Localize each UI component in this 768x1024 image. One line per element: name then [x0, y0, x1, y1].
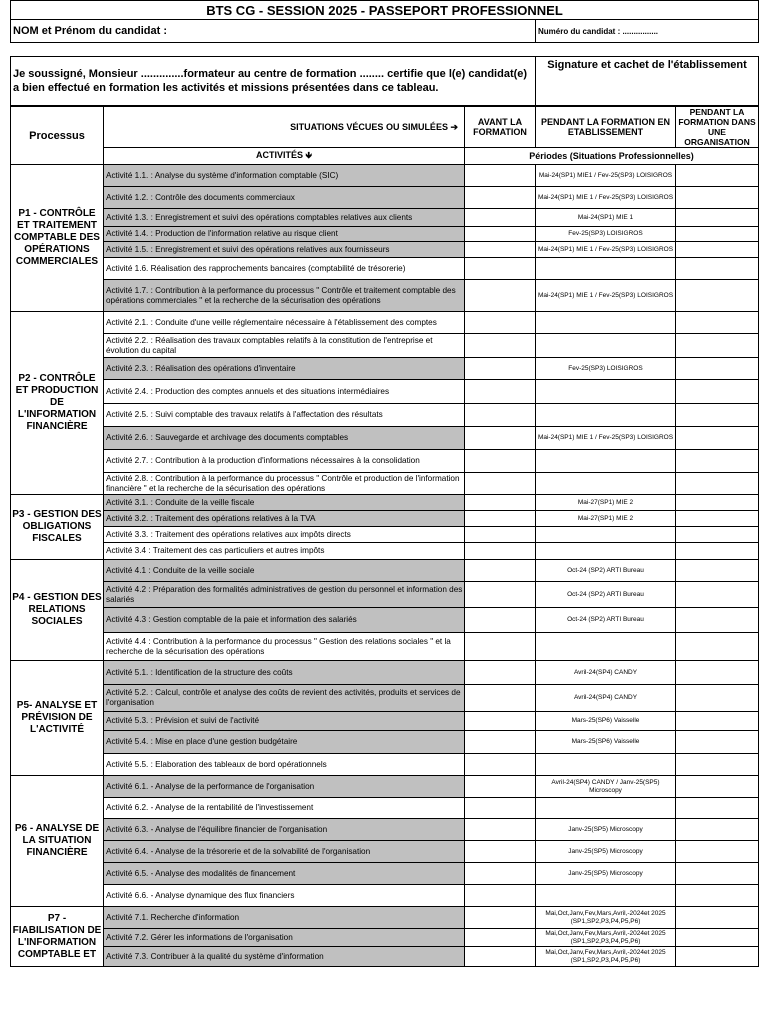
organisation-cell	[676, 582, 759, 608]
period-cell	[536, 527, 676, 543]
activity-label: Activité 5.4. : Mise en place d'une gestion budgétaire	[104, 731, 465, 754]
table-row	[11, 841, 759, 863]
avant-formation-cell	[465, 608, 536, 633]
table-row	[11, 754, 759, 776]
organisation-cell	[676, 560, 759, 582]
organisation-cell	[676, 633, 759, 661]
table-row	[11, 527, 759, 543]
activity-label: Activité 6.5. - Analyse des modalités de financement	[104, 863, 465, 885]
avant-formation-cell	[465, 929, 536, 947]
activity-label: Activité 2.1. : Conduite d'une veille réglementaire nécessaire à l'établissement des comptes	[104, 312, 465, 334]
avant-formation-cell	[465, 885, 536, 907]
process-name: P7 - FIABILISATION DE L'INFORMATION COMPTABLE ET	[11, 907, 104, 967]
process-name: P4 - GESTION DES RELATIONS SOCIALES	[11, 560, 104, 661]
period-cell	[536, 258, 676, 280]
organisation-cell	[676, 495, 759, 511]
activity-label: Activité 4.1 : Conduite de la veille sociale	[104, 560, 465, 582]
table-row	[11, 798, 759, 819]
table-row	[11, 511, 759, 527]
organisation-cell	[676, 187, 759, 209]
table-row	[11, 473, 759, 495]
organisation-cell	[676, 358, 759, 380]
avant-formation-cell	[465, 427, 536, 450]
process-name: P2 - CONTRÔLE ET PRODUCTION DE L'INFORMATION FINANCIÈRE	[11, 312, 104, 495]
period-cell	[536, 543, 676, 560]
organisation-cell	[676, 280, 759, 312]
table-row	[11, 404, 759, 427]
table-row	[11, 258, 759, 280]
certification-line-2: a bien effectué en formation les activités et missions présentées dans ce tableau.	[13, 82, 439, 94]
pendant-organisation-header: PENDANT LA FORMATION DANS UNE ORGANISATION	[676, 107, 759, 148]
avant-formation-cell	[465, 863, 536, 885]
period-cell: Fev-25(SP3) LOISIGROS	[536, 227, 676, 242]
avant-formation-cell	[465, 776, 536, 798]
avant-formation-cell	[465, 560, 536, 582]
activity-label: Activité 4.4 : Contribution à la performance du processus " Gestion des relations sociales " et la recherche de la sécurisation des opérations	[104, 633, 465, 661]
activity-label: Activité 1.1. : Analyse du système d'information comptable (SIC)	[104, 165, 465, 187]
header-table	[10, 0, 759, 43]
period-cell: Oct-24 (SP2) ARTI Bureau	[536, 608, 676, 633]
table-row	[11, 712, 759, 731]
period-cell	[536, 404, 676, 427]
document-title: BTS CG - SESSION 2025 - PASSEPORT PROFESSIONNEL	[11, 1, 759, 20]
organisation-cell	[676, 380, 759, 404]
signature-stamp-box: Signature et cachet de l'établissement	[536, 57, 759, 106]
table-row	[11, 929, 759, 947]
activity-label: Activité 5.2. : Calcul, contrôle et analyse des coûts de revient des activités, produits et services de l'organisation	[104, 685, 465, 712]
table-row	[11, 427, 759, 450]
table-row	[11, 907, 759, 929]
organisation-cell	[676, 754, 759, 776]
organisation-cell	[676, 334, 759, 358]
avant-formation-cell	[465, 334, 536, 358]
avant-formation-cell	[465, 527, 536, 543]
period-cell: Mars-25(SP6) Vaisselle	[536, 712, 676, 731]
period-cell: Mai-24(SP1) MIE 1	[536, 209, 676, 227]
passport-sheet	[10, 0, 758, 967]
organisation-cell	[676, 450, 759, 473]
organisation-cell	[676, 527, 759, 543]
activity-label: Activité 3.1. : Conduite de la veille fiscale	[104, 495, 465, 511]
avant-formation-cell	[465, 841, 536, 863]
table-row	[11, 209, 759, 227]
period-cell: Oct-24 (SP2) ARTI Bureau	[536, 560, 676, 582]
period-cell: Janv-25(SP5) Microscopy	[536, 841, 676, 863]
period-cell: Mars-25(SP6) Vaisselle	[536, 731, 676, 754]
activity-label: Activité 2.2. : Réalisation des travaux comptables relatifs à la constitution de l'entreprise et évolution du capital	[104, 334, 465, 358]
avant-formation-header: AVANT LA FORMATION	[465, 107, 536, 148]
period-cell: Mai-24(SP1) MIE 1 / Fev-25(SP3) LOISIGROS	[536, 242, 676, 258]
activity-label: Activité 6.3. - Analyse de l'équilibre financier de l'organisation	[104, 819, 465, 841]
period-cell	[536, 450, 676, 473]
activity-label: Activité 1.4. : Production de l'information relative au risque client	[104, 227, 465, 242]
table-row	[11, 776, 759, 798]
activity-label: Activité 1.2. : Contrôle des documents commerciaux	[104, 187, 465, 209]
activities-table	[10, 106, 759, 967]
table-row	[11, 819, 759, 841]
organisation-cell	[676, 685, 759, 712]
candidate-number-field: Numéro du candidat : ................	[536, 20, 759, 43]
organisation-cell	[676, 608, 759, 633]
organisation-cell	[676, 776, 759, 798]
avant-formation-cell	[465, 473, 536, 495]
period-cell: Oct-24 (SP2) ARTI Bureau	[536, 582, 676, 608]
activity-label: Activité 4.3 : Gestion comptable de la paie et information des salariés	[104, 608, 465, 633]
table-row	[11, 731, 759, 754]
table-row	[11, 543, 759, 560]
period-cell: Mai-24(SP1) MIE 1 / Fev-25(SP3) LOISIGROS	[536, 427, 676, 450]
processus-header: Processus	[11, 107, 104, 165]
period-cell: Janv-25(SP5) Microscopy	[536, 863, 676, 885]
avant-formation-cell	[465, 582, 536, 608]
process-name: P5- ANALYSE ET PRÉVISION DE L'ACTIVITÉ	[11, 661, 104, 776]
organisation-cell	[676, 404, 759, 427]
avant-formation-cell	[465, 947, 536, 967]
organisation-cell	[676, 543, 759, 560]
period-cell: Mai,Oct,Janv,Fev,Mars,Avril,-2024et 2025 (SP1,SP2,P3,P4,P5,P6)	[536, 929, 676, 947]
avant-formation-cell	[465, 495, 536, 511]
process-name: P3 - GESTION DES OBLIGATIONS FISCALES	[11, 495, 104, 560]
avant-formation-cell	[465, 258, 536, 280]
table-row	[11, 165, 759, 187]
activity-label: Activité 7.3. Contribuer à la qualité du système d'information	[104, 947, 465, 967]
organisation-cell	[676, 885, 759, 907]
situations-header: SITUATIONS VÉCUES OU SIMULÉES ➔	[104, 107, 465, 148]
period-cell	[536, 754, 676, 776]
organisation-cell	[676, 227, 759, 242]
period-cell: Mai-24(SP1) MIE 1 / Fev-25(SP3) LOISIGROS	[536, 187, 676, 209]
organisation-cell	[676, 731, 759, 754]
period-cell	[536, 380, 676, 404]
activity-label: Activité 1.5. : Enregistrement et suivi des opérations relatives aux fournisseurs	[104, 242, 465, 258]
organisation-cell	[676, 863, 759, 885]
certification-line-1: Je soussigné, Monsieur ..............formateur au centre de formation ........ certifie que l(e) candidat(e)	[13, 68, 528, 80]
table-row	[11, 685, 759, 712]
periodes-header: Périodes (Situations Professionnelles)	[465, 148, 759, 165]
activity-label: Activité 2.5. : Suivi comptable des travaux relatifs à l'affectation des résultats	[104, 404, 465, 427]
activity-label: Activité 1.7. : Contribution à la performance du processus " Contrôle et traitement comptable des opérations commerciales " et la recherche de la sécurisation des opérations	[104, 280, 465, 312]
period-cell: Mai-24(SP1) MIE 1 / Fev-25(SP3) LOISIGROS	[536, 280, 676, 312]
avant-formation-cell	[465, 819, 536, 841]
activity-label: Activité 5.5. : Elaboration des tableaux de bord opérationnels	[104, 754, 465, 776]
activity-label: Activité 6.4. - Analyse de la trésorerie et de la solvabilité de l'organisation	[104, 841, 465, 863]
organisation-cell	[676, 947, 759, 967]
activity-label: Activité 1.3. : Enregistrement et suivi des opérations comptables relatives aux clients	[104, 209, 465, 227]
organisation-cell	[676, 798, 759, 819]
table-row	[11, 947, 759, 967]
avant-formation-cell	[465, 661, 536, 685]
period-cell: Mai,Oct,Janv,Fev,Mars,Avril,-2024et 2025 (SP1,SP2,P3,P4,P5,P6)	[536, 947, 676, 967]
table-row	[11, 358, 759, 380]
activity-label: Activité 5.3. : Prévision et suivi de l'activité	[104, 712, 465, 731]
activity-label: Activité 3.4 : Traitement des cas particuliers et autres impôts	[104, 543, 465, 560]
process-name: P6 - ANALYSE DE LA SITUATION FINANCIÈRE	[11, 776, 104, 907]
activity-label: Activité 7.2. Gérer les informations de l'organisation	[104, 929, 465, 947]
organisation-cell	[676, 312, 759, 334]
avant-formation-cell	[465, 511, 536, 527]
activity-label: Activité 7.1. Recherche d'information	[104, 907, 465, 929]
table-row	[11, 312, 759, 334]
activity-label: Activité 4.2 : Préparation des formalités administratives de gestion du personnel et information des salariés	[104, 582, 465, 608]
avant-formation-cell	[465, 685, 536, 712]
avant-formation-cell	[465, 227, 536, 242]
organisation-cell	[676, 819, 759, 841]
avant-formation-cell	[465, 712, 536, 731]
period-cell: Avril-24(SP4) CANDY / Janv-25(SP5) Microscopy	[536, 776, 676, 798]
table-row	[11, 560, 759, 582]
activity-label: Activité 5.1. : Identification de la structure des coûts	[104, 661, 465, 685]
period-cell: Mai,Oct,Janv,Fev,Mars,Avril,-2024et 2025 (SP1,SP2,P3,P4,P5,P6)	[536, 907, 676, 929]
table-row	[11, 187, 759, 209]
activity-label: Activité 2.7. : Contribution à la production d'informations nécessaires à la consolidation	[104, 450, 465, 473]
avant-formation-cell	[465, 543, 536, 560]
organisation-cell	[676, 661, 759, 685]
activity-label: Activité 6.2. - Analyse de la rentabilité de l'investissement	[104, 798, 465, 819]
avant-formation-cell	[465, 312, 536, 334]
avant-formation-cell	[465, 450, 536, 473]
organisation-cell	[676, 907, 759, 929]
table-row	[11, 608, 759, 633]
period-cell	[536, 633, 676, 661]
period-cell	[536, 312, 676, 334]
period-cell	[536, 334, 676, 358]
candidate-name-field: NOM et Prénom du candidat :	[11, 20, 536, 43]
table-row	[11, 495, 759, 511]
activity-label: Activité 2.8. : Contribution à la performance du processus " Contrôle et production de l'information financière " et la recherche de la sécurisation des opérations	[104, 473, 465, 495]
table-row	[11, 863, 759, 885]
table-row	[11, 582, 759, 608]
period-cell: Mai-27(SP1) MIE 2	[536, 495, 676, 511]
organisation-cell	[676, 712, 759, 731]
period-cell	[536, 798, 676, 819]
organisation-cell	[676, 511, 759, 527]
activity-label: Activité 6.6. - Analyse dynamique des flux financiers	[104, 885, 465, 907]
period-cell	[536, 473, 676, 495]
table-row	[11, 661, 759, 685]
organisation-cell	[676, 929, 759, 947]
avant-formation-cell	[465, 798, 536, 819]
activity-label: Activité 3.3. : Traitement des opérations relatives aux impôts directs	[104, 527, 465, 543]
activites-header: ACTIVITÉS 🡻	[104, 148, 465, 165]
organisation-cell	[676, 209, 759, 227]
avant-formation-cell	[465, 731, 536, 754]
pendant-etablissement-header: PENDANT LA FORMATION EN ETABLISSEMENT	[536, 107, 676, 148]
organisation-cell	[676, 165, 759, 187]
period-cell: Avril-24(SP4) CANDY	[536, 661, 676, 685]
organisation-cell	[676, 473, 759, 495]
avant-formation-cell	[465, 633, 536, 661]
avant-formation-cell	[465, 404, 536, 427]
avant-formation-cell	[465, 242, 536, 258]
avant-formation-cell	[465, 280, 536, 312]
table-row	[11, 280, 759, 312]
organisation-cell	[676, 258, 759, 280]
table-row	[11, 380, 759, 404]
certification-statement	[11, 57, 536, 106]
table-row	[11, 450, 759, 473]
activity-label: Activité 2.4. : Production des comptes annuels et des situations intermédiaires	[104, 380, 465, 404]
organisation-cell	[676, 242, 759, 258]
organisation-cell	[676, 427, 759, 450]
process-name: P1 - CONTRÔLE ET TRAITEMENT COMPTABLE DES OPÉRATIONS COMMERCIALES	[11, 165, 104, 312]
activity-label: Activité 6.1. - Analyse de la performance de l'organisation	[104, 776, 465, 798]
table-row	[11, 885, 759, 907]
period-cell: Janv-25(SP5) Microscopy	[536, 819, 676, 841]
period-cell: Fev-25(SP3) LOISIGROS	[536, 358, 676, 380]
avant-formation-cell	[465, 754, 536, 776]
avant-formation-cell	[465, 358, 536, 380]
certification-table	[10, 56, 759, 106]
table-row	[11, 334, 759, 358]
organisation-cell	[676, 841, 759, 863]
avant-formation-cell	[465, 209, 536, 227]
table-row	[11, 633, 759, 661]
activity-label: Activité 2.3. : Réalisation des opérations d'inventaire	[104, 358, 465, 380]
table-row	[11, 227, 759, 242]
period-cell: Avril-24(SP4) CANDY	[536, 685, 676, 712]
avant-formation-cell	[465, 187, 536, 209]
period-cell: Mai-27(SP1) MIE 2	[536, 511, 676, 527]
period-cell	[536, 885, 676, 907]
activity-label: Activité 3.2. : Traitement des opérations relatives à la TVA	[104, 511, 465, 527]
activity-label: Activité 1.6. Réalisation des rapprochements bancaires (comptabilité de trésorerie)	[104, 258, 465, 280]
table-row	[11, 242, 759, 258]
avant-formation-cell	[465, 380, 536, 404]
avant-formation-cell	[465, 907, 536, 929]
activity-label: Activité 2.6. : Sauvegarde et archivage des documents comptables	[104, 427, 465, 450]
avant-formation-cell	[465, 165, 536, 187]
period-cell: Mai-24(SP1) MIE1 / Fev-25(SP3) LOISIGROS	[536, 165, 676, 187]
